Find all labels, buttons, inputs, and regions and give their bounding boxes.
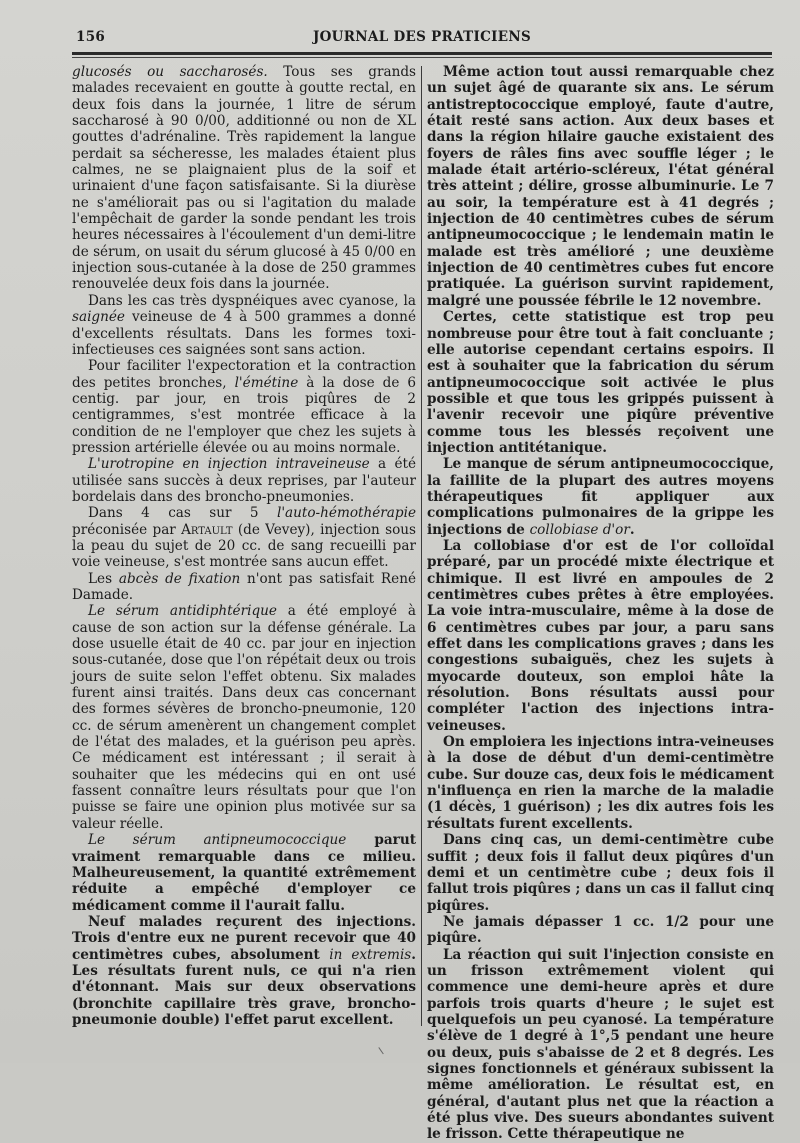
paragraph: On emploiera les injections intra-veineuses à la dose de début d'un demi-centimètre cube. Sur douze cas, deux fois le médicament n'influença en rien la marche de la maladie (1 décès, 1 guérison) ; les dix autres fois les résultats furent excellents. [427,734,774,832]
paragraph: La réaction qui suit l'injection consiste en un frisson extrêmement violent qui commence une demi-heure après et dure parfois trois quarts d'heure ; le sujet est quelquefois un peu cyanosé. La température s'élève de 1 degré à 1°,5 pendant une heure ou deux, puis s'abaisse de 2 et 8 degrés. Les signes fonctionnels et généraux subissent la même amélioration. Le résultat est, en général, d'autant plus net que la réaction a été plus vive. Des sueurs abondantes suivent le frisson. Cette thérapeutique ne [427,946,774,1143]
paragraph: Dans les cas très dyspnéiques avec cyanose, la saignée veineuse de 4 à 500 grammes a donné d'excellents résultats. Dans les formes toxi-infectieuses ces saignées sont sans action. [72,292,416,358]
paragraph: Neuf malades reçurent des injections. Trois d'entre eux ne purent recevoir que 40 centimètres cubes, absolument in extremis. Les résultats furent nuls, ce qui n'a rien d'étonnant. Mais sur deux observations (bronchite capillaire très grave, broncho-pneumonie double) l'effet parut excellent. [72,913,416,1028]
paragraph: Le sérum antipneumococcique parut vraiment remarquable dans ce milieu. Malheureusement, la quantité extrêmement réduite a empêché d'employer ce médicament comme il l'aurait fallu. [72,832,416,914]
right-column [427,64,774,1143]
paragraph: L'urotropine en injection intraveineuse a été utilisée sans succès à deux reprises, par l'auteur bordelais dans des broncho-pneumonies. [72,456,416,505]
paragraph: Le manque de sérum antipneumococcique, la faillite de la plupart des autres moyens thérapeutiques fit appliquer aux complications pulmonaires de la grippe les injections de collobiase d'or. [427,456,774,538]
paragraph: Pour faciliter l'expectoration et la contraction des petites bronches, l'émétine à la dose de 6 centig. par jour, en trois piqûres de 2 centigrammes, s'est montrée efficace à la condition de ne l'employer que chez les sujets à pression artérielle élevée ou au moins normale. [72,358,417,456]
column-divider [421,66,422,1026]
header-rule-thin [72,57,772,58]
paragraph: Certes, cette statistique est trop peu nombreuse pour être tout à fait concluante ; elle autorise cependant certains espoirs. Il est à souhaiter que la fabrication du sérum antipneumococcique soit activée le plus possible et que tous les grippés puissent à l'avenir recevoir une piqûre préventive comme tous les blessés reçoivent une injection antitétanique. [427,309,774,456]
paragraph: Dans 4 cas sur 5 l'auto-hémothérapie préconisée par Artault (de Vevey), injection sous la peau du sujet de 20 cc. de sang recueilli par voie veineuse, s'est montrée sans aucun effet. [72,505,416,571]
paragraph: Dans cinq cas, un demi-centimètre cube suffit ; deux fois il fallut deux piqûres d'un demi et un centimètre cube ; deux fois il fallut trois piqûres ; dans un cas il fallut cinq piqûres. [427,832,774,914]
paragraph: Ne jamais dépasser 1 cc. 1/2 pour une piqûre. [427,913,774,947]
running-header [72,26,772,48]
page-number: 156 [76,29,106,45]
left-column [72,64,416,1028]
paragraph: La collobiase d'or est de l'or colloïdal préparé, par un procédé mixte électrique et chimique. Il est livré en ampoules de 2 centimètres cubes prêtes à être employées. La voie intra-musculaire, même à la dose de 6 centimètres cubes par jour, a paru sans effet dans les complications graves ; dans les congestions subaiguës, chez les sujets à myocarde douteux, son emploi hâte la résolution. Bons résultats aussi pour compléter l'action des injections intra-veineuses. [427,537,774,734]
paragraph: glucosés ou saccharosés. Tous ses grands malades recevaient en goutte à goutte rectal, en deux fois dans la journée, 1 litre de sérum saccharosé à 90 0/00, additionné ou non de XL gouttes d'adrénaline. Très rapidement la langue perdait sa sécheresse, les malades étaient plus calmes, ne se plaignaient plus de la soif et urinaient d'une façon satisfaisante. Si la diurèse ne s'améliorait pas ou si l'agitation du malade l'empêchait de garder la sonde pendant les trois heures nécessaires à l'écoulement d'un demi-litre de sérum, on usait du sérum glucosé à 45 0/00 en injection sous-cutanée à la dose de 250 grammes renouvelée deux fois dans la journée. [72,64,416,293]
paper-mark [378,1044,388,1055]
paragraph: Même action tout aussi remarquable chez un sujet âgé de quarante six ans. Le sérum antistreptococcique employé, faute d'autre, était resté sans action. Aux deux bases et dans la région hilaire gauche existaient des foyers de râles fins avec souffle léger ; le malade était artério-scléreux, l'état général très atteint ; délire, grosse albuminurie. Le 7 au soir, la température est à 41 degrés ; injection de 40 centimètres cubes de sérum antipneumococcique ; le lendemain matin le malade est très amélioré ; une deuxième injection de 40 centimètres cubes fut encore pratiquée. La guérison survint rapidement, malgré une poussée fébrile le 12 novembre. [427,64,774,309]
paragraph: Les abcès de fixation n'ont pas satisfait René Damade. [72,570,416,603]
paragraph: Le sérum antidiphtérique a été employé à cause de son action sur la défense générale. La dose usuelle était de 40 cc. par jour en injection sous-cutanée, dose que l'on répétait deux ou trois jours de suite selon l'effet obtenu. Six malades furent ainsi traités. Dans deux cas concernant des formes sévères de broncho-pneumonie, 120 cc. de sérum amenèrent un changement complet de l'état des malades, et la guérison peu après. Ce médicament est intéressant ; il serait à souhaiter que les médecins qui en ont usé fassent connaître leurs résultats pour que l'on puisse se faire une opinion plus motivée sur sa valeur réelle. [72,603,416,832]
journal-title: JOURNAL DES PRATICIENS [312,29,532,45]
header-rule [72,52,772,55]
